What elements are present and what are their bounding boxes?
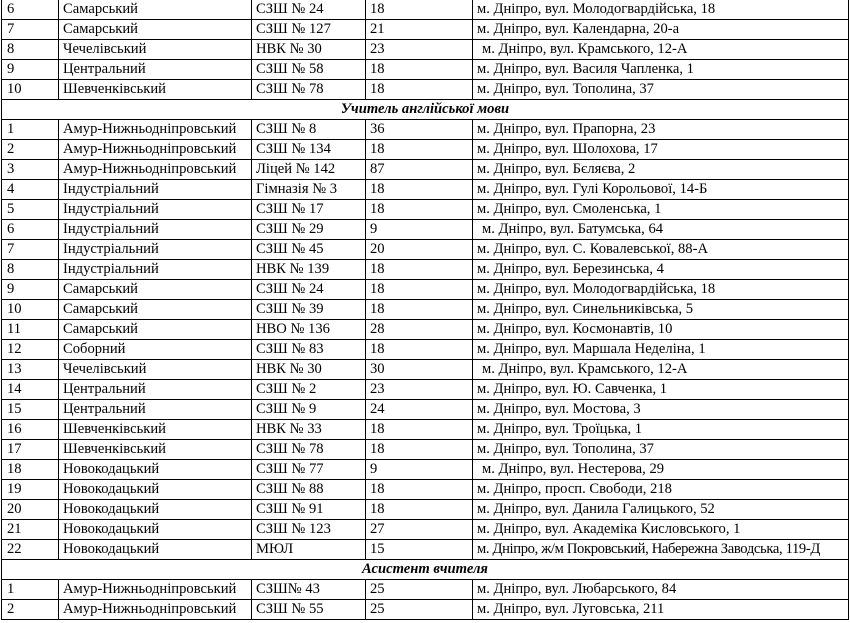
address-cell: м. Дніпро, вул. Календарна, 20-а [473,20,849,40]
table-row [2,240,849,260]
table-row [2,440,849,460]
section-title: Учитель англійської мови [2,100,849,120]
hours-cell: 15 [366,540,473,560]
table-row [2,480,849,500]
row-number: 7 [2,240,59,260]
school-cell: СЗШ № 91 [252,500,366,520]
address-cell: м. Дніпро, вул. Луговська, 211 [473,600,849,620]
district-cell: Новокодацький [59,500,252,520]
school-cell: НВО № 136 [252,320,366,340]
district-cell: Шевченківський [59,80,252,100]
table-row [2,260,849,280]
row-number: 6 [2,0,59,20]
school-cell: СЗШ№ 43 [252,580,366,600]
table-row [2,60,849,80]
row-number: 3 [2,160,59,180]
district-cell: Індустріальний [59,240,252,260]
address-cell: м. Дніпро, вул. Крамського, 12-А [473,40,849,60]
table-row [2,180,849,200]
district-cell: Новокодацький [59,540,252,560]
hours-cell: 18 [366,440,473,460]
row-number: 10 [2,300,59,320]
row-number: 8 [2,260,59,280]
school-cell: СЗШ № 78 [252,440,366,460]
table-row [2,200,849,220]
row-number: 14 [2,380,59,400]
school-cell: НВК № 33 [252,420,366,440]
address-cell: м. Дніпро, вул. Любарського, 84 [473,580,849,600]
district-cell: Шевченківський [59,420,252,440]
district-cell: Центральний [59,400,252,420]
hours-cell: 18 [366,140,473,160]
vacancies-table [1,0,849,620]
school-cell: Ліцей № 142 [252,160,366,180]
hours-cell: 18 [366,200,473,220]
district-cell: Шевченківський [59,440,252,460]
school-cell: Гімназія № 3 [252,180,366,200]
district-cell: Індустріальний [59,260,252,280]
row-number: 21 [2,520,59,540]
district-cell: Індустріальний [59,220,252,240]
row-number: 12 [2,340,59,360]
address-cell: м. Дніпро, вул. Синельниківська, 5 [473,300,849,320]
table-row [2,420,849,440]
row-number: 7 [2,20,59,40]
district-cell: Самарський [59,0,252,20]
district-cell: Самарський [59,300,252,320]
district-cell: Самарський [59,320,252,340]
row-number: 5 [2,200,59,220]
district-cell: Амур-Нижньодніпровський [59,160,252,180]
hours-cell: 18 [366,60,473,80]
district-cell: Амур-Нижньодніпровський [59,600,252,620]
row-number: 17 [2,440,59,460]
row-number: 16 [2,420,59,440]
table-row [2,0,849,20]
table-row [2,400,849,420]
district-cell: Самарський [59,280,252,300]
row-number: 9 [2,60,59,80]
school-cell: СЗШ № 77 [252,460,366,480]
school-cell: СЗШ № 58 [252,60,366,80]
hours-cell: 20 [366,240,473,260]
school-cell: МЮЛ [252,540,366,560]
table-row [2,280,849,300]
address-cell: м. Дніпро, вул. Смоленська, 1 [473,200,849,220]
school-cell: СЗШ № 55 [252,600,366,620]
district-cell: Амур-Нижньодніпровський [59,140,252,160]
district-cell: Чечелівський [59,360,252,380]
hours-cell: 23 [366,40,473,60]
row-number: 2 [2,600,59,620]
table-row [2,20,849,40]
school-cell: НВК № 30 [252,40,366,60]
table-row [2,340,849,360]
address-cell: м. Дніпро, вул. С. Ковалевської, 88-А [473,240,849,260]
hours-cell: 18 [366,300,473,320]
address-cell: м. Дніпро, вул. Василя Чапленка, 1 [473,60,849,80]
table-row [2,120,849,140]
row-number: 18 [2,460,59,480]
address-cell: м. Дніпро, вул. Тополина, 37 [473,80,849,100]
school-cell: СЗШ № 39 [252,300,366,320]
section-title: Асистент вчителя [2,560,849,580]
district-cell: Індустріальний [59,180,252,200]
vacancies-table-body [2,0,849,620]
row-number: 13 [2,360,59,380]
district-cell: Чечелівський [59,40,252,60]
hours-cell: 28 [366,320,473,340]
row-number: 6 [2,220,59,240]
row-number: 4 [2,180,59,200]
table-row [2,380,849,400]
address-cell: м. Дніпро, ж/м Покровський, Набережна Заводська, 119-Д [473,540,849,560]
hours-cell: 23 [366,380,473,400]
district-cell: Амур-Нижньодніпровський [59,120,252,140]
school-cell: СЗШ № 29 [252,220,366,240]
row-number: 10 [2,80,59,100]
table-row [2,580,849,600]
school-cell: СЗШ № 8 [252,120,366,140]
table-row [2,300,849,320]
row-number: 15 [2,400,59,420]
address-cell: м. Дніпро, вул. Гулі Корольової, 14-Б [473,180,849,200]
row-number: 22 [2,540,59,560]
hours-cell: 18 [366,80,473,100]
row-number: 9 [2,280,59,300]
table-row [2,80,849,100]
district-cell: Центральний [59,60,252,80]
hours-cell: 18 [366,420,473,440]
district-cell: Соборний [59,340,252,360]
address-cell: м. Дніпро, вул. Троїцька, 1 [473,420,849,440]
address-cell: м. Дніпро, вул. Мостова, 3 [473,400,849,420]
school-cell: СЗШ № 78 [252,80,366,100]
school-cell: СЗШ № 88 [252,480,366,500]
hours-cell: 18 [366,180,473,200]
address-cell: м. Дніпро, вул. Крамського, 12-А [473,360,849,380]
table-row [2,320,849,340]
row-number: 19 [2,480,59,500]
row-number: 1 [2,580,59,600]
school-cell: СЗШ № 45 [252,240,366,260]
address-cell: м. Дніпро, вул. Шолохова, 17 [473,140,849,160]
district-cell: Амур-Нижньодніпровський [59,580,252,600]
hours-cell: 36 [366,120,473,140]
hours-cell: 30 [366,360,473,380]
school-cell: СЗШ № 9 [252,400,366,420]
hours-cell: 18 [366,260,473,280]
hours-cell: 87 [366,160,473,180]
row-number: 8 [2,40,59,60]
row-number: 1 [2,120,59,140]
school-cell: СЗШ № 2 [252,380,366,400]
hours-cell: 18 [366,280,473,300]
address-cell: м. Дніпро, вул. Ю. Савченка, 1 [473,380,849,400]
address-cell: м. Дніпро, вул. Батумська, 64 [473,220,849,240]
address-cell: м. Дніпро, просп. Свободи, 218 [473,480,849,500]
table-row [2,220,849,240]
table-row [2,160,849,180]
section-header-row [2,560,849,580]
hours-cell: 18 [366,340,473,360]
row-number: 11 [2,320,59,340]
address-cell: м. Дніпро, вул. Нестерова, 29 [473,460,849,480]
district-cell: Самарський [59,20,252,40]
school-cell: СЗШ № 24 [252,280,366,300]
hours-cell: 18 [366,0,473,20]
school-cell: СЗШ № 17 [252,200,366,220]
hours-cell: 18 [366,480,473,500]
table-row [2,460,849,480]
address-cell: м. Дніпро, вул. Маршала Неделіна, 1 [473,340,849,360]
district-cell: Новокодацький [59,520,252,540]
hours-cell: 21 [366,20,473,40]
district-cell: Центральний [59,380,252,400]
hours-cell: 9 [366,220,473,240]
address-cell: м. Дніпро, вул. Молодогвардійська, 18 [473,0,849,20]
address-cell: м. Дніпро, вул. Березинська, 4 [473,260,849,280]
address-cell: м. Дніпро, вул. Данила Галицького, 52 [473,500,849,520]
address-cell: м. Дніпро, вул. Академіка Кисловського, 1 [473,520,849,540]
row-number: 2 [2,140,59,160]
table-row [2,540,849,560]
hours-cell: 24 [366,400,473,420]
address-cell: м. Дніпро, вул. Тополина, 37 [473,440,849,460]
school-cell: СЗШ № 123 [252,520,366,540]
table-row [2,140,849,160]
hours-cell: 27 [366,520,473,540]
school-cell: НВК № 139 [252,260,366,280]
hours-cell: 9 [366,460,473,480]
address-cell: м. Дніпро, вул. Молодогвардійська, 18 [473,280,849,300]
school-cell: НВК № 30 [252,360,366,380]
table-row [2,500,849,520]
hours-cell: 25 [366,580,473,600]
district-cell: Індустріальний [59,200,252,220]
address-cell: м. Дніпро, вул. Космонавтів, 10 [473,320,849,340]
school-cell: СЗШ № 127 [252,20,366,40]
district-cell: Новокодацький [59,480,252,500]
hours-cell: 25 [366,600,473,620]
row-number: 20 [2,500,59,520]
table-row [2,520,849,540]
address-cell: м. Дніпро, вул. Прапорна, 23 [473,120,849,140]
school-cell: СЗШ № 134 [252,140,366,160]
table-row [2,360,849,380]
table-row [2,40,849,60]
table-row [2,600,849,620]
hours-cell: 18 [366,500,473,520]
school-cell: СЗШ № 24 [252,0,366,20]
district-cell: Новокодацький [59,460,252,480]
address-cell: м. Дніпро, вул. Бєляєва, 2 [473,160,849,180]
section-header-row [2,100,849,120]
school-cell: СЗШ № 83 [252,340,366,360]
